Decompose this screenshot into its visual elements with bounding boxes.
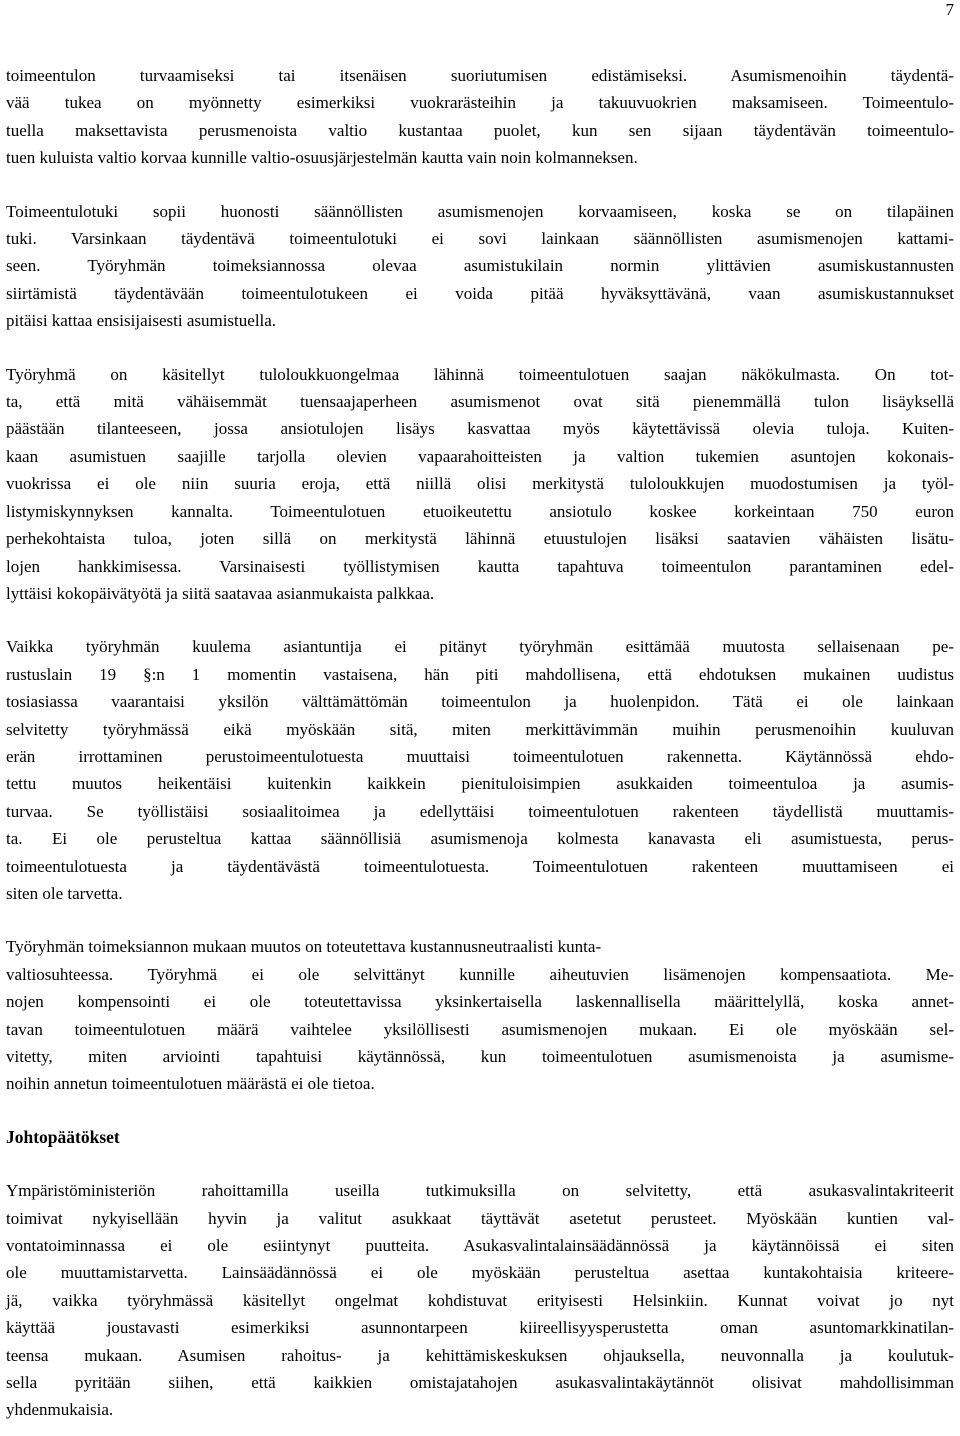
text-line: vää tukea on myönnetty esimerkiksi vuokrarästeihin ja takuuvuokrien maksamiseen. Toimeentulo- [6, 93, 954, 113]
text-line: Työryhmä on käsitellyt tuloloukkuongelmaa lähinnä toimeentulotuen saajan näkökulmasta. On tot- [6, 364, 954, 384]
text-line: selvitetty työryhmässä eikä myöskään sitä, miten merkittävimmän muihin perusmenoihin kuuluvan [6, 719, 954, 739]
text-line: tuella maksettavista perusmenoista valtio kustantaa puolet, kun sen sijaan täydentävän toimeentulo- [6, 120, 954, 140]
text-line: Vaikka työryhmän kuulema asiantuntija ei pitänyt työryhmän esittämää muutosta sellaisenaan pe- [6, 637, 954, 657]
document-body [6, 62, 954, 1424]
text-line: Ympäristöministeriön rahoittamilla useilla tutkimuksilla on selvitetty, että asukasvalintakriteerit [6, 1181, 954, 1201]
text-line: päästään tilanteeseen, jossa ansiotulojen lisäys kasvattaa myös käytettävissä olevia tuloja. Kuiten- [6, 419, 954, 439]
text-line: jä, vaikka työryhmässä käsitellyt ongelmat kohdistuvat erityisesti Helsinkiin. Kunnat voivat jo nyt [6, 1290, 954, 1310]
text-line: toimivat nykyisellään hyvin ja valitut asukkaat täyttävät asetetut perusteet. Myöskään kuntien val- [6, 1208, 954, 1228]
text-line: teensa mukaan. Asumisen rahoitus- ja kehittämiskeskuksen ohjauksella, neuvonnalla ja koulutuk- [6, 1345, 954, 1365]
text-line: turvaa. Se työllistäisi sosiaalitoimea ja edellyttäisi toimeentulotuen rakenteen täydellistä muuttamis- [6, 801, 954, 821]
text-line: noihin annetun toimeentulotuen määrästä ei ole tietoa. [6, 1074, 375, 1094]
paragraph-3 [6, 361, 954, 608]
text-line: Työryhmän toimeksiannon mukaan muutos on toteutettava kustannusneutraalisti kunta- [6, 937, 602, 957]
text-line: seen. Työryhmän toimeksiannossa olevaa asumistukilain normin ylittävien asumiskustannusten [6, 256, 954, 276]
text-line: rustuslain 19 §:n 1 momentin vastaisena, hän piti mahdollisena, että ehdotuksen mukainen uudistus [6, 664, 954, 684]
text-line: käyttää joustavasti esimerkiksi asunnontarpeen kiireellisyysperustetta oman asuntomarkkinatilan- [6, 1318, 954, 1338]
text-line: lojen hankkimisessa. Varsinaisesti työllistymisen kautta tapahtuva toimeentulon parantaminen edel- [6, 556, 954, 576]
conclusion-paragraph [6, 1177, 954, 1424]
text-line: tettu muutos heikentäisi kuitenkin kaikkein pienituloisimpien asukkaiden toimeentuloa ja asumis- [6, 774, 954, 794]
text-line: listymiskynnyksen kannalta. Toimeentulotuen etuoikeutettu ansiotulo koskee korkeintaan 750 euron [6, 501, 954, 521]
page-number: 7 [945, 0, 954, 19]
paragraph-1 [6, 62, 954, 172]
text-line: vontatoiminnassa ei ole esiintynyt puutteita. Asukasvalintalainsäädännössä ja käytännöissä ei siten [6, 1236, 954, 1256]
text-line: siirtämistä täydentävään toimeentulotukeen ei voida pitää hyväksyttävänä, vaan asumiskustannukset [6, 283, 954, 303]
section-heading: Johtopäätökset [6, 1126, 120, 1147]
text-line: vitetty, miten arviointi tapahtuisi käytännössä, kun toimeentulotuen asumismenoista ja asumisme- [6, 1047, 954, 1066]
paragraph-5 [6, 933, 954, 1097]
text-line: sella pyritään siihen, että kaikkien omistajatahojen asukasvalintakäytännöt olisivat mahdollisimman [6, 1373, 954, 1393]
text-line: pitäisi kattaa ensisijaisesti asumistuella. [6, 311, 277, 331]
text-line: toimeentulotuesta ja täydentävästä toimeentulotuesta. Toimeentulotuen rakenteen muuttamiseen ei [6, 856, 954, 876]
text-line: ta, että mitä vähäisemmät tuensaajaperheen asumismenot ovat sitä pienemmällä tulon lisäyksellä [6, 392, 954, 412]
text-line: ole muuttamistarvetta. Lainsäädännössä ei ole myöskään perusteltua asettaa kuntakohtaisia kriteere- [6, 1263, 954, 1283]
text-line: erän irrottaminen perustoimeentulotuesta muuttaisi toimeentulotuen rakennetta. Käytännössä ehdo- [6, 746, 954, 766]
text-line: tuki. Varsinkaan täydentävä toimeentulotuki ei sovi lainkaan säännöllisten asumismenojen kattami- [6, 229, 954, 249]
paragraph-4 [6, 633, 954, 907]
text-line: tosiasiassa vaarantaisi yksilön välttämättömän toimeentulon ja huolenpidon. Tätä ei ole lainkaan [6, 692, 954, 712]
text-line: yhdenmukaisia. [6, 1400, 114, 1420]
text-line: lyttäisi kokopäivätyötä ja siitä saatavaa asianmukaista palkkaa. [6, 583, 435, 603]
text-line: Toimeentulotuki sopii huonosti säännöllisten asumismenojen korvaamiseen, koska se on tilapäinen [6, 201, 954, 221]
text-line: nojen kompensointi ei ole toteutettavissa yksinkertaisella laskennallisella määrittelyllä, koska annet- [6, 992, 954, 1012]
text-line: kaan asumistuen saajille tarjolla olevien vapaarahoitteisten ja valtion tukemien asuntojen kokonais- [6, 446, 954, 466]
paragraph-2 [6, 198, 954, 335]
text-line: tavan toimeentulotuen määrä vaihtelee yksilöllisesti asumismenojen mukaan. Ei ole myöskään sel- [6, 1019, 954, 1039]
text-line: perhekohtaista tuloa, joten sillä on merkitystä lähinnä etuustulojen lisäksi saatavien vähäisten lisätu- [6, 529, 954, 549]
text-line: valtiosuhteessa. Työryhmä ei ole selvittänyt kunnille aiheutuvien lisämenojen kompensaatiota. Me- [6, 964, 954, 984]
text-line: tuen kuluista valtio korvaa kunnille valtio-osuusjärjestelmän kautta vain noin kolmanneksen. [6, 148, 638, 168]
text-line: siten ole tarvetta. [6, 883, 123, 903]
text-line: toimeentulon turvaamiseksi tai itsenäisen suoriutumisen edistämiseksi. Asumismenoihin täydentä- [6, 66, 954, 85]
text-line: vuokrissa ei ole niin suuria eroja, että niillä olisi merkitystä tuloloukkujen muodostumisen ja työl- [6, 474, 954, 494]
text-line: ta. Ei ole perusteltua kattaa säännöllisiä asumismenoja kolmesta kanavasta eli asumistuesta, perus- [6, 829, 954, 849]
